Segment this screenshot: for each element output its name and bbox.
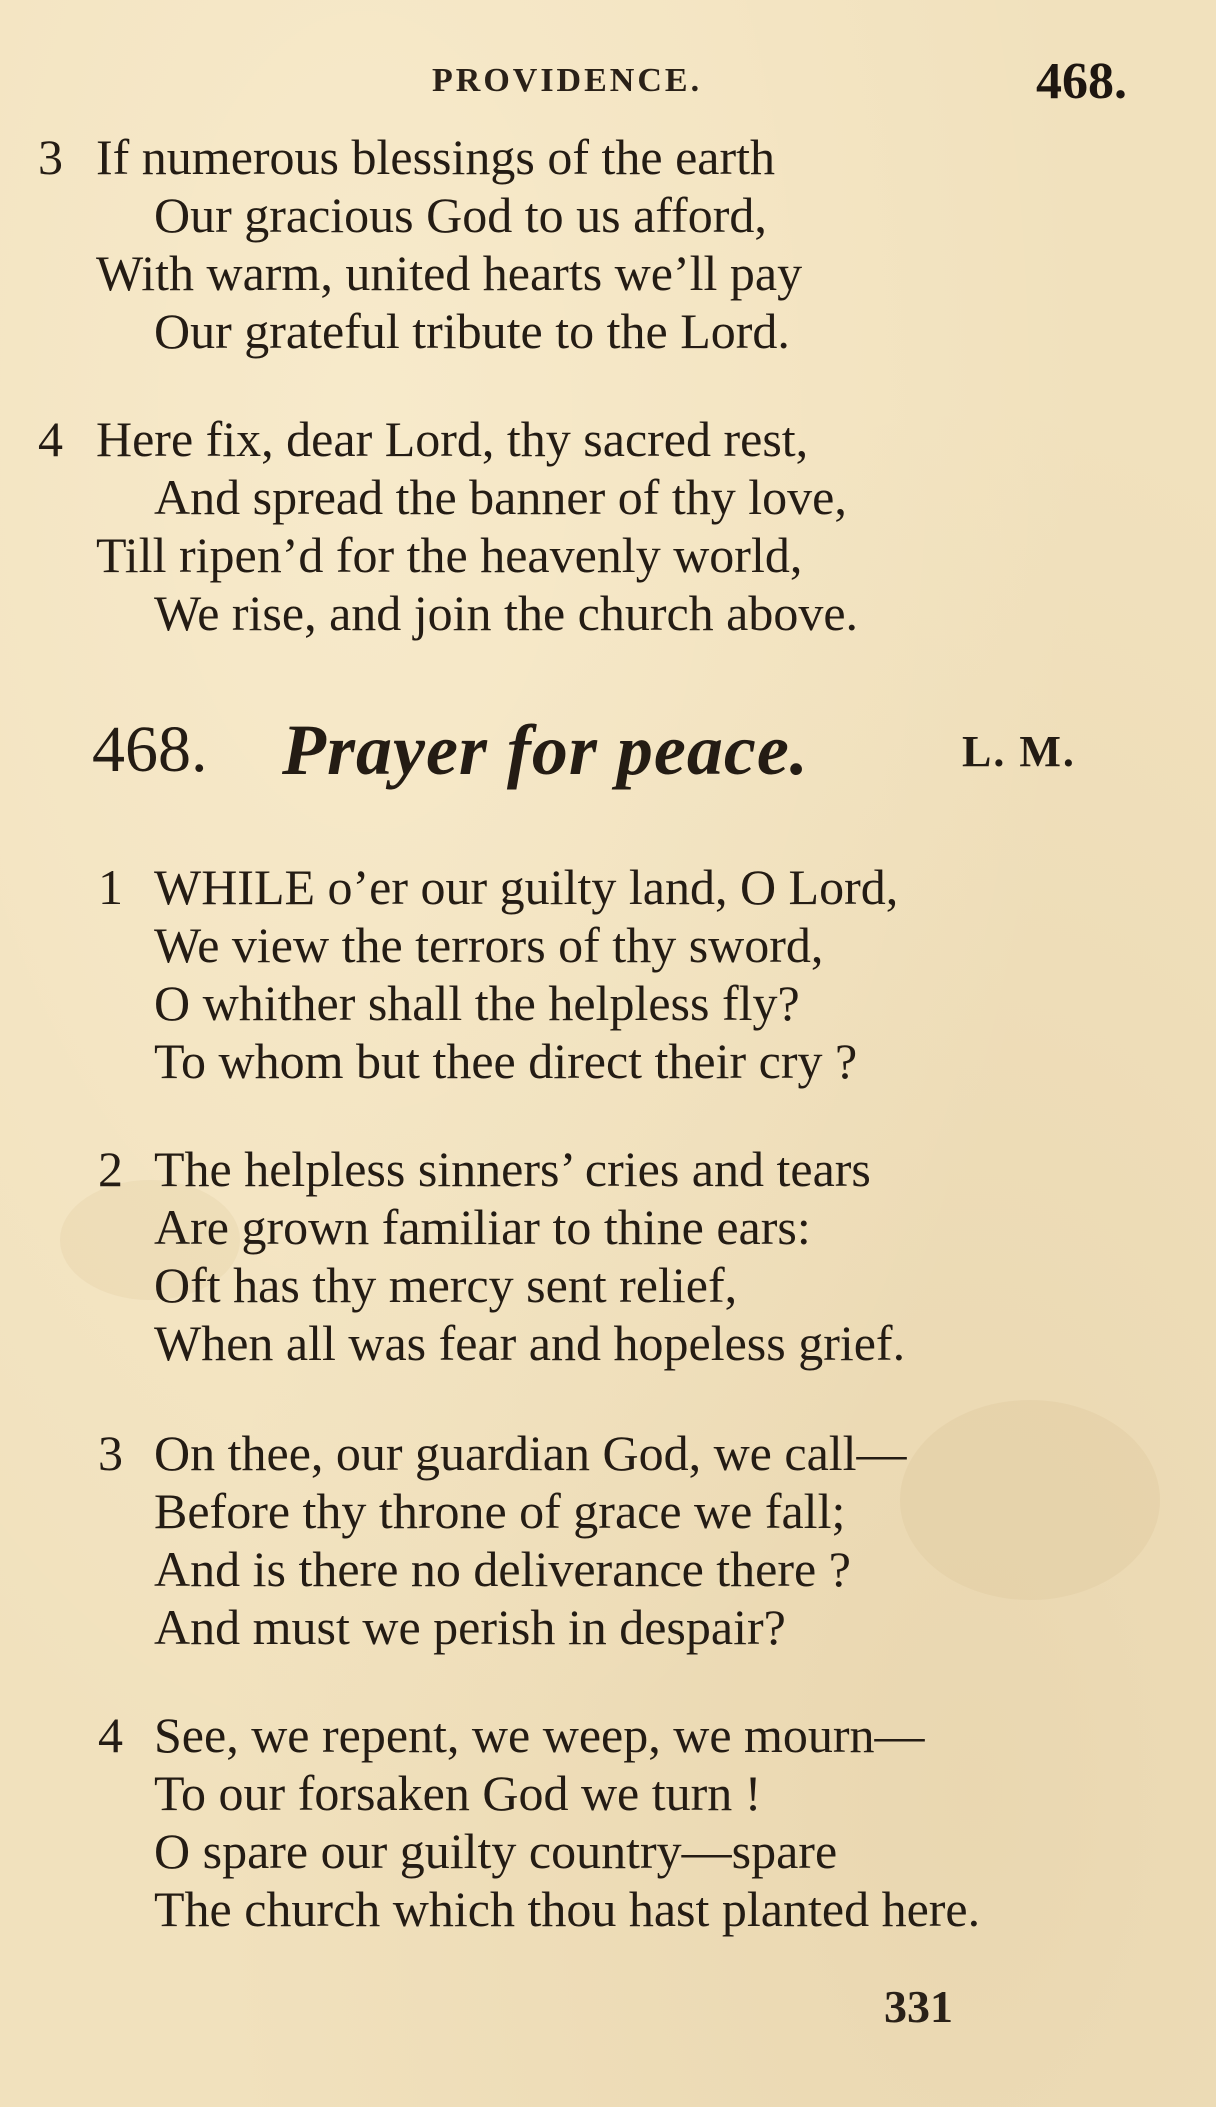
hymn-header	[92, 710, 1132, 800]
verse-line: See, we repent, we weep, we mourn—	[154, 1707, 925, 1763]
verse-line: And spread the banner of thy love,	[154, 469, 847, 525]
verse-line: Here fix, dear Lord, thy sacred rest,	[96, 411, 809, 467]
verse-line: To whom but thee direct their cry ?	[154, 1033, 858, 1089]
verse-line: And is there no deliverance there ?	[154, 1541, 851, 1597]
verse-line: And must we perish in despair?	[154, 1599, 786, 1655]
verse-line: When all was fear and hopeless grief.	[154, 1315, 906, 1371]
stanza-number: 4	[38, 411, 63, 467]
stanza-number: 2	[98, 1141, 123, 1197]
page-number-top: 468.	[1036, 53, 1127, 110]
stanza-number: 1	[98, 859, 123, 915]
verse-line: The church which thou hast planted here.	[154, 1881, 981, 1937]
hymn-meter: L. M.	[962, 727, 1076, 776]
paper-stain	[900, 1400, 1160, 1600]
stanza-number: 3	[98, 1425, 123, 1481]
stanza-number: 4	[98, 1707, 123, 1763]
verse-line: O whither shall the helpless fly?	[154, 975, 800, 1031]
verse-line: Are grown familiar to thine ears:	[154, 1199, 811, 1255]
stanza-number: 3	[38, 129, 63, 185]
verse-line: On thee, our guardian God, we call—	[154, 1425, 907, 1481]
verse-line: O spare our guilty country—spare	[154, 1823, 838, 1879]
hymn-title: Prayer for peace.	[282, 710, 809, 790]
running-head: PROVIDENCE.	[432, 62, 703, 99]
verse-line: With warm, united hearts we’ll pay	[96, 245, 803, 301]
hymn-number: 468.	[92, 713, 208, 786]
verse-line: Till ripen’d for the heavenly world,	[96, 527, 803, 583]
verse-line: We view the terrors of thy sword,	[154, 917, 824, 973]
verse-line: The helpless sinners’ cries and tears	[154, 1141, 871, 1197]
verse-line: To our forsaken God we turn !	[154, 1765, 762, 1821]
verse-line: We rise, and join the church above.	[154, 585, 859, 641]
verse-line: Before thy throne of grace we fall;	[154, 1483, 846, 1539]
verse-line: If numerous blessings of the earth	[96, 129, 776, 185]
verse-line: WHILE o’er our guilty land, O Lord,	[154, 859, 899, 915]
verse-line: Oft has thy mercy sent relief,	[154, 1257, 738, 1313]
verse-line: Our grateful tribute to the Lord.	[154, 303, 790, 359]
verse-line: Our gracious God to us afford,	[154, 187, 767, 243]
page-number-bottom: 331	[884, 1981, 953, 2032]
